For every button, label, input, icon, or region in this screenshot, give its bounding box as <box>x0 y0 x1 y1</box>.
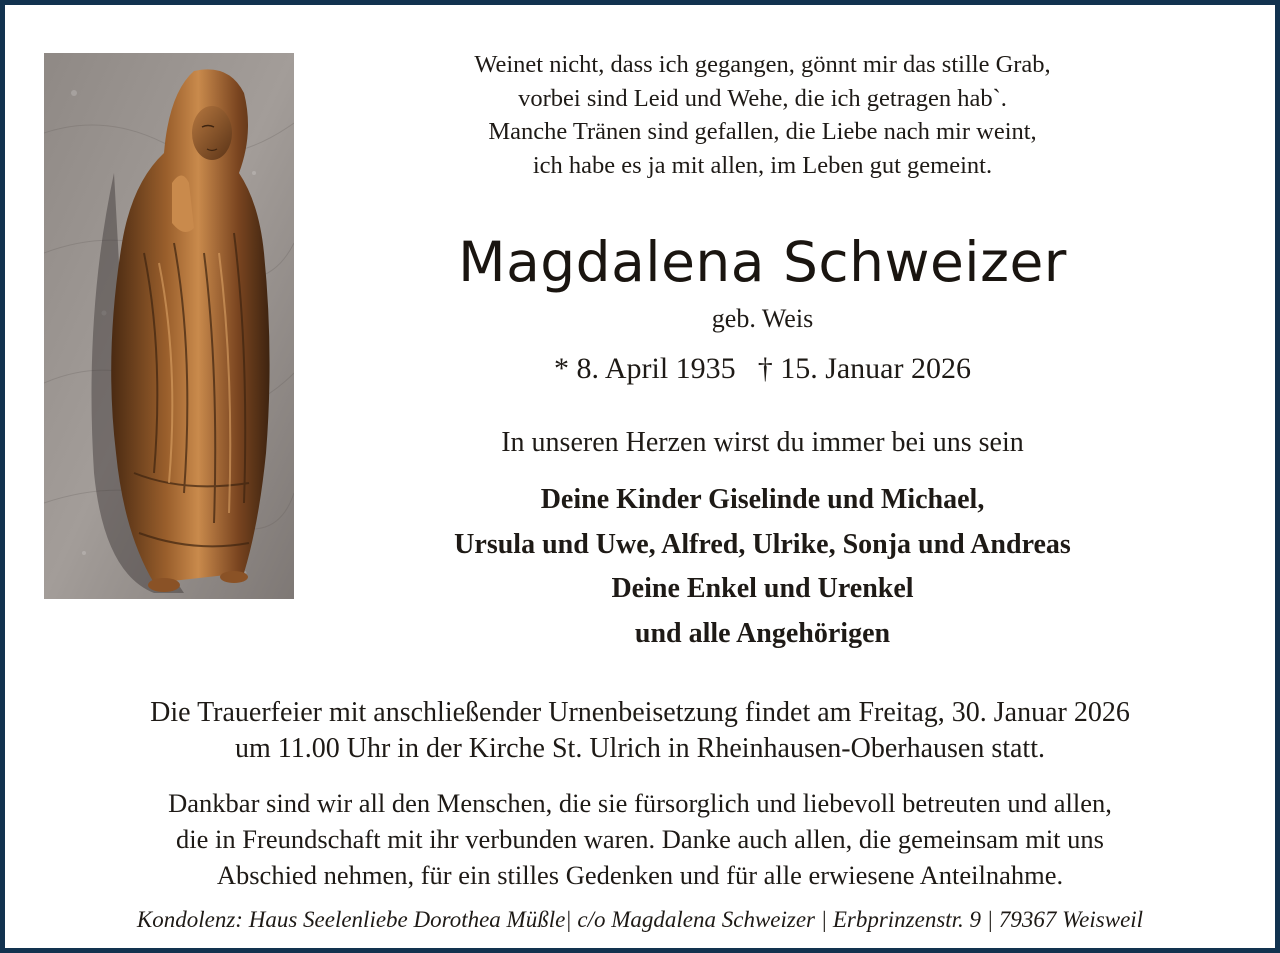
mourners-line: und alle Angehörigen <box>634 617 891 649</box>
ceremony-line: Die Trauerfeier mit anschließender Urnenbeisetzung findet am Freitag, 30. Januar 2026 <box>150 697 1130 728</box>
memorial-motto: In unseren Herzen wirst du immer bei uns sein <box>501 427 1024 458</box>
mourners-line: Ursula und Uwe, Alfred, Ulrike, Sonja und Andreas <box>454 528 1071 560</box>
madonna-statue-photo <box>44 53 294 599</box>
life-dates <box>320 350 1205 388</box>
poem-line: Manche Tränen sind gefallen, die Liebe nach mir weint, <box>488 118 1037 145</box>
thanks-line: Dankbar sind wir all den Menschen, die sie fürsorglich und liebevoll betreuten und allen, <box>168 788 1112 818</box>
thanks-paragraph <box>20 785 1260 893</box>
mourners-list <box>320 478 1205 656</box>
condolence-address: Kondolenz: Haus Seelenliebe Dorothea Müßle| c/o Magdalena Schweizer | Erbprinzenstr. 9 | 79367 Weisweil <box>136 907 1144 932</box>
thanks-line: Abschied nehmen, für ein stilles Gedenken und für alle erwiesene Anteilnahme. <box>216 860 1064 890</box>
death-date: † 15. Januar 2026 <box>757 352 971 385</box>
mourners-line: Deine Enkel und Urenkel <box>611 573 914 604</box>
birth-date: * 8. April 1935 <box>554 352 736 385</box>
poem-line: Weinet nicht, dass ich gegangen, gönnt mir das stille Grab, <box>474 51 1051 78</box>
poem-line: vorbei sind Leid und Wehe, die ich getragen hab`. <box>518 84 1007 112</box>
memorial-poem <box>320 48 1205 182</box>
thanks-line: die in Freundschaft mit ihr verbunden waren. Danke auch allen, die gemeinsam mit uns <box>176 824 1104 854</box>
maiden-name: geb. Weis <box>711 304 814 333</box>
poem-line: ich habe es ja mit allen, im Leben gut gemeint. <box>532 151 993 179</box>
funeral-ceremony-info <box>20 695 1260 767</box>
deceased-name: Magdalena Schweizer <box>458 230 1067 294</box>
mourners-line: Deine Kinder Giselinde und Michael, <box>540 484 985 515</box>
ceremony-line: um 11.00 Uhr in der Kirche St. Ulrich in Rheinhausen-Oberhausen statt. <box>234 733 1045 764</box>
